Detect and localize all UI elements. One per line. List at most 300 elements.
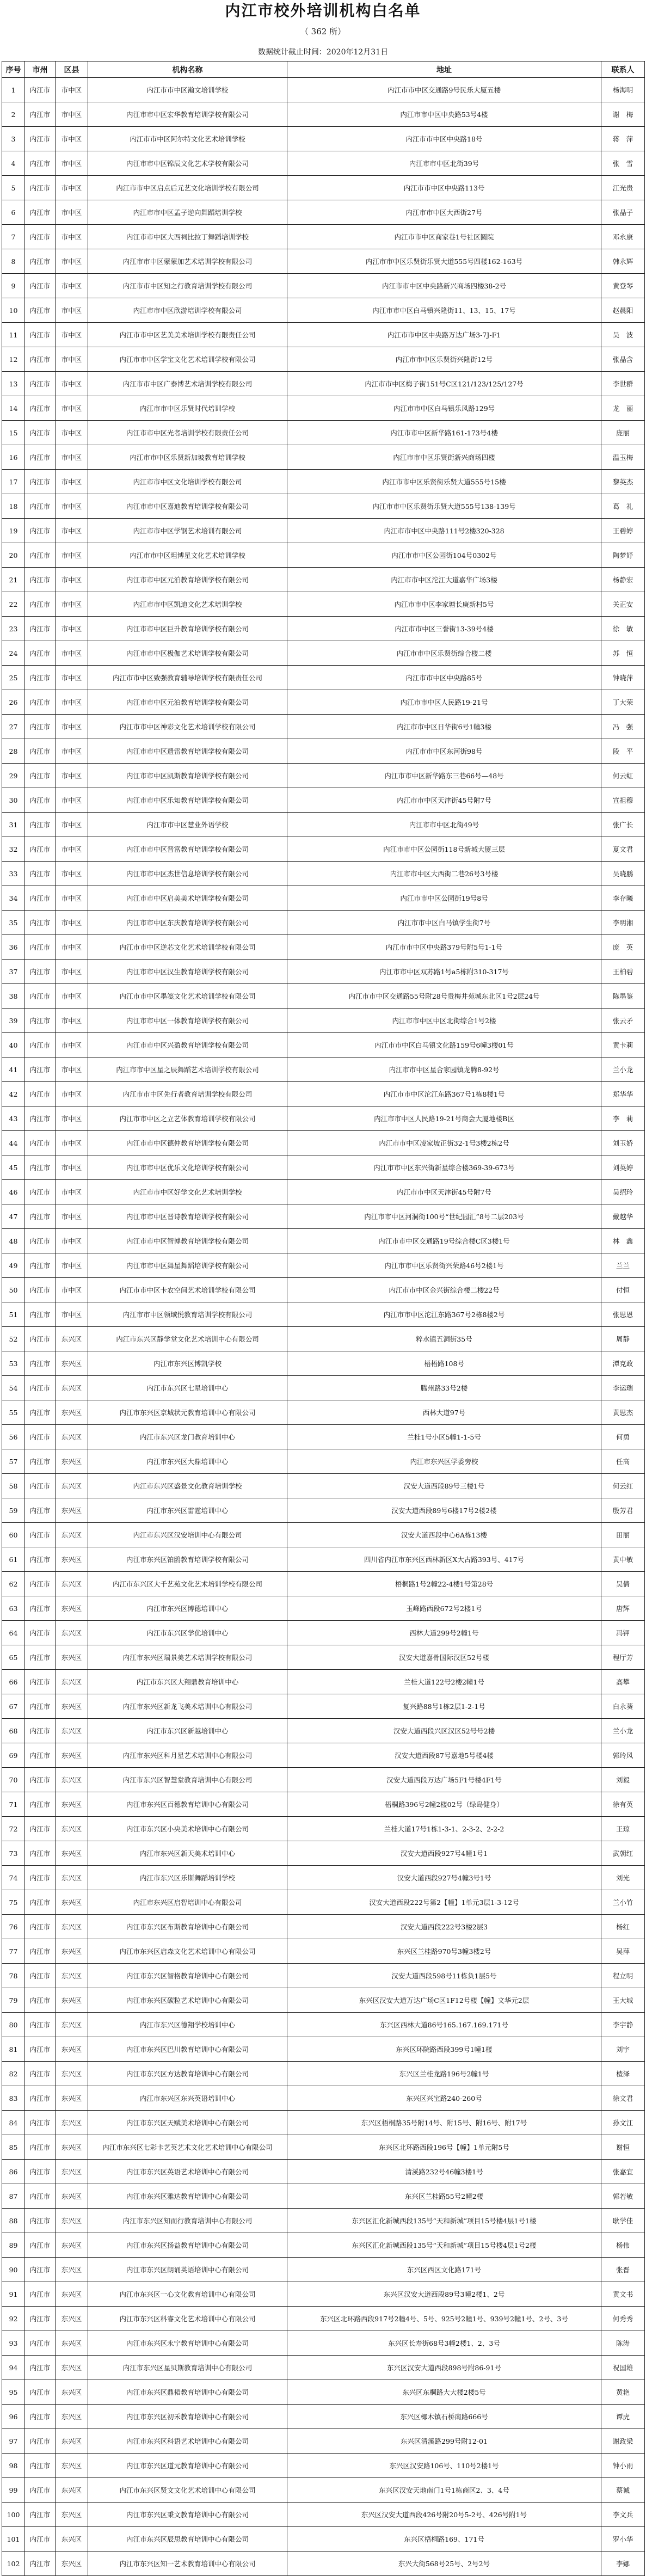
- row-contact: 李世群: [601, 372, 645, 396]
- row-district: 市中区: [56, 690, 88, 715]
- row-city: 内江市: [25, 1596, 56, 1621]
- row-district: 东兴区: [56, 1890, 88, 1915]
- table-row: [2, 2380, 645, 2405]
- row-contact: 李宇静: [601, 2013, 645, 2037]
- row-district: 东兴区: [56, 1719, 88, 1743]
- row-org-name: 内江市东兴区静学堂文化艺术培训中心有限公司: [88, 1327, 287, 1351]
- row-index: 61: [2, 1547, 25, 1572]
- row-org-name: 内江市东兴区七彩卡艺英艺术文化艺术培训中心有限公司: [88, 2135, 287, 2160]
- row-index: 3: [2, 127, 25, 151]
- row-index: 45: [2, 1155, 25, 1180]
- col-header-contact: 联系人: [601, 62, 645, 78]
- row-contact: 江光贵: [601, 176, 645, 200]
- row-contact: 冯钾: [601, 1621, 645, 1645]
- table-row: [2, 813, 645, 837]
- row-contact: 徐文君: [601, 2086, 645, 2111]
- row-org-name: 内江市市中区卡农空间艺术培训学校有限公司: [88, 1278, 287, 1302]
- row-org-name: 内江市东兴区星贝斯教育培训中心有限公司: [88, 2356, 287, 2380]
- row-district: 东兴区: [56, 1866, 88, 1890]
- row-address: 内江市市中区中央路新兴商场四楼38-2号: [287, 274, 601, 298]
- table-row: [2, 1278, 645, 1302]
- row-district: 市中区: [56, 1180, 88, 1204]
- row-city: 内江市: [25, 2405, 56, 2429]
- row-index: 80: [2, 2013, 25, 2037]
- row-org-name: 内江市市中区领域悦教育培训学校有限公司: [88, 1302, 287, 1327]
- row-district: 东兴区: [56, 2086, 88, 2111]
- table-row: [2, 151, 645, 176]
- row-org-name: 内江市东兴区七星培训中心: [88, 1376, 287, 1400]
- table-row: [2, 1523, 645, 1547]
- row-district: 东兴区: [56, 1670, 88, 1694]
- table-row: [2, 1106, 645, 1131]
- row-org-name: 内江市市中区元泊教育培训学校有限公司: [88, 568, 287, 592]
- row-index: 8: [2, 249, 25, 274]
- row-address: 内江市市中区新华路东三巷66号—48号: [287, 764, 601, 788]
- row-district: 市中区: [56, 225, 88, 249]
- row-index: 41: [2, 1058, 25, 1082]
- row-district: 东兴区: [56, 2307, 88, 2331]
- row-address: 内江市市中区日华街6号1幢3楼: [287, 715, 601, 739]
- table-row: [2, 225, 645, 249]
- col-header-org-name: 机构名称: [88, 62, 287, 78]
- row-org-name: 内江市市中区神彩文化艺术培训学校有限公司: [88, 715, 287, 739]
- row-address: 内江市市中区沱江东路367号1栋8楼1号: [287, 1082, 601, 1106]
- row-contact: 谢政梁: [601, 2429, 645, 2454]
- row-index: 21: [2, 568, 25, 592]
- row-city: 内江市: [25, 1523, 56, 1547]
- row-contact: 兰小龙: [601, 1058, 645, 1082]
- row-org-name: 内江市东兴区启智培训中心有限公司: [88, 1890, 287, 1915]
- table-row: [2, 2552, 645, 2576]
- row-city: 内江市: [25, 641, 56, 666]
- row-district: 东兴区: [56, 1449, 88, 1474]
- row-contact: 李明湘: [601, 911, 645, 935]
- row-address: 东兴区兰桂路55号2幢2楼: [287, 2184, 601, 2209]
- row-address: 兰桂大道17号1栋1-3-1、2-3-2、2-2-2: [287, 1817, 601, 1841]
- row-org-name: 内江市市中区遗雷教育培训学校有限公司: [88, 739, 287, 764]
- row-address: 汉安大道西段87号嘉地5号楼4楼: [287, 1743, 601, 1768]
- row-address: 内江市市中区商家巷1号社区圆院: [287, 225, 601, 249]
- row-district: 市中区: [56, 886, 88, 911]
- row-city: 内江市: [25, 2429, 56, 2454]
- table-row: [2, 2307, 645, 2331]
- row-district: 市中区: [56, 396, 88, 421]
- row-contact: 刘毅: [601, 1768, 645, 1792]
- row-org-name: 内江市东兴区智格教育培训中心有限公司: [88, 1964, 287, 1988]
- table-row: [2, 1058, 645, 1082]
- row-contact: 刘玉娇: [601, 1131, 645, 1155]
- row-district: 东兴区: [56, 2503, 88, 2527]
- row-city: 内江市: [25, 935, 56, 960]
- row-index: 64: [2, 1621, 25, 1645]
- row-index: 6: [2, 200, 25, 225]
- row-district: 东兴区: [56, 1523, 88, 1547]
- row-city: 内江市: [25, 1180, 56, 1204]
- row-city: 内江市: [25, 372, 56, 396]
- row-contact: 何勇: [601, 1425, 645, 1449]
- table-row: [2, 1498, 645, 1523]
- row-city: 内江市: [25, 396, 56, 421]
- row-index: 69: [2, 1743, 25, 1768]
- row-index: 10: [2, 298, 25, 323]
- row-org-name: 内江市市中区文化培训学校有限公司: [88, 470, 287, 494]
- row-contact: 兰小竹: [601, 1890, 645, 1915]
- row-city: 内江市: [25, 2454, 56, 2478]
- row-contact: 武朝红: [601, 1841, 645, 1866]
- row-city: 内江市: [25, 1915, 56, 1939]
- row-address: 内江市市中区中央路379号附5号1-1号: [287, 935, 601, 960]
- table-row: [2, 1792, 645, 1817]
- row-address: 内江市市中区中央路113号: [287, 176, 601, 200]
- row-org-name: 内江市市中区大西祠比拉丁舞蹈培训学校: [88, 225, 287, 249]
- row-city: 内江市: [25, 1449, 56, 1474]
- row-city: 内江市: [25, 274, 56, 298]
- row-org-name: 内江市东兴区乐斯舞蹈培训学校: [88, 1866, 287, 1890]
- row-address: 内江市东兴区学委旁校: [287, 1449, 601, 1474]
- row-org-name: 内江市东兴区科睿文化艺术培训中心有限公司: [88, 2307, 287, 2331]
- row-contact: 张云矛: [601, 1009, 645, 1033]
- row-address: 粹水镇五洞街35号: [287, 1327, 601, 1351]
- row-address: 汉安大道西段927号4幢1号1: [287, 1841, 601, 1866]
- table-row: [2, 1253, 645, 1278]
- table-row: [2, 764, 645, 788]
- row-city: 内江市: [25, 1082, 56, 1106]
- row-city: 内江市: [25, 2527, 56, 2552]
- col-header-city: 市州: [25, 62, 56, 78]
- row-contact: 夏文君: [601, 837, 645, 862]
- row-address: 内江市市中区沱江东路367号2栋8楼2号: [287, 1302, 601, 1327]
- row-address: 东兴区兴宝路240-260号: [287, 2086, 601, 2111]
- row-org-name: 内江市东兴区龙门教育培训中心: [88, 1425, 287, 1449]
- row-address: 东兴区汇化新城西段135号“天和新城”项目15号楼4层1号2楼: [287, 2233, 601, 2258]
- row-contact: 郭玲风: [601, 1743, 645, 1768]
- col-header-district: 区县: [56, 62, 88, 78]
- row-address: 东兴区东桐路大大楼2楼5号: [287, 2380, 601, 2405]
- row-org-name: 内江市市中区光者培训学校有限责任公司: [88, 421, 287, 445]
- row-contact: 楂泽: [601, 2062, 645, 2086]
- row-org-name: 内江市东兴区雅达教育培训中心有限公司: [88, 2184, 287, 2209]
- row-address: 汉安大道西段89号三楼1号: [287, 1474, 601, 1498]
- row-index: 20: [2, 543, 25, 568]
- row-index: 42: [2, 1082, 25, 1106]
- table-row: [2, 739, 645, 764]
- whitelist-table: [2, 61, 645, 2576]
- row-district: 东兴区: [56, 2282, 88, 2307]
- row-district: 东兴区: [56, 1621, 88, 1645]
- row-district: 市中区: [56, 911, 88, 935]
- row-address: 汉安大道西段222号3楼2层3: [287, 1915, 601, 1939]
- table-row: [2, 666, 645, 690]
- row-address: 内江市市中区大西街27号: [287, 200, 601, 225]
- row-contact: 蔡诚: [601, 2478, 645, 2503]
- row-address: 内江市市中区金兴街综合楼二楼22号: [287, 1278, 601, 1302]
- row-org-name: 内江市东兴区大鼎培训中心: [88, 1449, 287, 1474]
- row-address: 内江市市中区新华路161-173号4楼: [287, 421, 601, 445]
- row-org-name: 内江市东兴区一心文化教育培训中心有限公司: [88, 2282, 287, 2307]
- row-address: 内江市市中区乐贤街兴荣路46号2楼1号: [287, 1253, 601, 1278]
- row-city: 内江市: [25, 1327, 56, 1351]
- row-city: 内江市: [25, 2086, 56, 2111]
- row-org-name: 内江市东兴区启森文化艺术培训中心有限公司: [88, 1939, 287, 1964]
- row-org-name: 内江市东兴区铂鸥教育培训学校有限公司: [88, 1547, 287, 1572]
- row-city: 内江市: [25, 2356, 56, 2380]
- table-row: [2, 1327, 645, 1351]
- row-org-name: 内江市市中区东庆教育培训学校有限公司: [88, 911, 287, 935]
- row-contact: 黎英杰: [601, 470, 645, 494]
- row-org-name: 内江市市中区兴盈教育培训学校有限公司: [88, 1033, 287, 1058]
- row-index: 86: [2, 2160, 25, 2184]
- row-index: 92: [2, 2307, 25, 2331]
- row-contact: 陈涛: [601, 2331, 645, 2356]
- row-district: 东兴区: [56, 2013, 88, 2037]
- row-contact: 张嘉宜: [601, 2160, 645, 2184]
- table-row: [2, 886, 645, 911]
- row-district: 东兴区: [56, 2184, 88, 2209]
- row-address: 东兴区长寿街68号3幢2楼1、2、3号: [287, 2331, 601, 2356]
- table-row: [2, 1621, 645, 1645]
- row-district: 市中区: [56, 470, 88, 494]
- table-row: [2, 911, 645, 935]
- row-index: 24: [2, 641, 25, 666]
- row-contact: 李 莉: [601, 1106, 645, 1131]
- row-contact: 张 雪: [601, 151, 645, 176]
- row-org-name: 内江市市中区好学文化艺术培训学校: [88, 1180, 287, 1204]
- row-district: 东兴区: [56, 1376, 88, 1400]
- row-index: 78: [2, 1964, 25, 1988]
- table-row: [2, 249, 645, 274]
- row-org-name: 内江市东兴区博德培训中心: [88, 1596, 287, 1621]
- row-address: 内江市市中区白马镇兴隆街11、13、15、17号: [287, 298, 601, 323]
- row-district: 市中区: [56, 813, 88, 837]
- row-district: 东兴区: [56, 2380, 88, 2405]
- row-index: 32: [2, 837, 25, 862]
- table-row: [2, 935, 645, 960]
- table-row: [2, 788, 645, 813]
- row-contact: 陶梦妤: [601, 543, 645, 568]
- table-row: [2, 1817, 645, 1841]
- table-row: [2, 641, 645, 666]
- row-address: 东兴区汉安路106号、110号2楼1号: [287, 2454, 601, 2478]
- row-index: 33: [2, 862, 25, 886]
- row-city: 内江市: [25, 1009, 56, 1033]
- row-city: 内江市: [25, 715, 56, 739]
- row-contact: 杨静宏: [601, 568, 645, 592]
- row-contact: 张晶含: [601, 347, 645, 372]
- row-org-name: 内江市东兴区秉文教育培训中心有限公司: [88, 2503, 287, 2527]
- row-city: 内江市: [25, 176, 56, 200]
- table-row: [2, 78, 645, 102]
- row-district: 市中区: [56, 862, 88, 886]
- row-index: 34: [2, 886, 25, 911]
- row-index: 84: [2, 2111, 25, 2135]
- row-contact: 李运瑞: [601, 1376, 645, 1400]
- row-index: 71: [2, 1792, 25, 1817]
- row-org-name: 内江市市中区乐知教育培训学校有限公司: [88, 788, 287, 813]
- row-district: 市中区: [56, 127, 88, 151]
- row-address: 内江市市中区天津街45号附7号: [287, 788, 601, 813]
- row-index: 47: [2, 1204, 25, 1229]
- row-org-name: 内江市市中区欣游培训学校有限公司: [88, 298, 287, 323]
- row-district: 市中区: [56, 1229, 88, 1253]
- row-index: 100: [2, 2503, 25, 2527]
- row-index: 40: [2, 1033, 25, 1058]
- row-district: 东兴区: [56, 1498, 88, 1523]
- row-city: 内江市: [25, 1498, 56, 1523]
- row-city: 内江市: [25, 2062, 56, 2086]
- row-address: 四川省内江市东兴区西林新区Ⅹ大古路393号、417号: [287, 1547, 601, 1572]
- row-district: 市中区: [56, 715, 88, 739]
- row-index: 102: [2, 2552, 25, 2576]
- row-city: 内江市: [25, 813, 56, 837]
- row-city: 内江市: [25, 862, 56, 886]
- row-city: 内江市: [25, 1841, 56, 1866]
- row-index: 46: [2, 1180, 25, 1204]
- row-contact: 耿学佳: [601, 2209, 645, 2233]
- row-index: 39: [2, 1009, 25, 1033]
- row-district: 东兴区: [56, 2111, 88, 2135]
- row-org-name: 内江市东兴区博凯学校: [88, 1351, 287, 1376]
- row-district: 市中区: [56, 1302, 88, 1327]
- row-contact: 杨海明: [601, 78, 645, 102]
- table-row: [2, 2111, 645, 2135]
- row-index: 2: [2, 102, 25, 127]
- row-city: 内江市: [25, 323, 56, 347]
- row-contact: 罗小华: [601, 2527, 645, 2552]
- row-org-name: 内江市东兴区朗诵英语培训中心有限公司: [88, 2258, 287, 2282]
- row-address: 汉安大道西段89号6楼17号2楼2楼: [287, 1498, 601, 1523]
- row-city: 内江市: [25, 2331, 56, 2356]
- row-district: 东兴区: [56, 2478, 88, 2503]
- row-district: 东兴区: [56, 2062, 88, 2086]
- row-city: 内江市: [25, 2233, 56, 2258]
- row-contact: 戴越华: [601, 1204, 645, 1229]
- row-index: 95: [2, 2380, 25, 2405]
- row-contact: 兰兰: [601, 1253, 645, 1278]
- row-city: 内江市: [25, 102, 56, 127]
- row-address: 内江市市中区河洞街100号“世纪园汇”8号二层203号: [287, 1204, 601, 1229]
- row-contact: 徐 敏: [601, 617, 645, 641]
- row-address: 内江市市中区白马镇乐风路129号: [287, 396, 601, 421]
- row-district: 市中区: [56, 1033, 88, 1058]
- row-city: 内江市: [25, 1694, 56, 1719]
- row-city: 内江市: [25, 200, 56, 225]
- row-city: 内江市: [25, 1376, 56, 1400]
- row-address: 内江市市中区中央路18号: [287, 127, 601, 151]
- table-row: [2, 1229, 645, 1253]
- row-org-name: 内江市市中区德仲教育培训学校有限公司: [88, 1131, 287, 1155]
- row-district: 市中区: [56, 78, 88, 102]
- row-address: 内江市市中区中央路53号4楼: [287, 102, 601, 127]
- row-contact: 郑华华: [601, 1082, 645, 1106]
- row-contact: 谢 梅: [601, 102, 645, 127]
- row-org-name: 内江市市中区智博教育培训学校有限公司: [88, 1229, 287, 1253]
- row-org-name: 内江市市中区阿尔特文化艺术培训学校: [88, 127, 287, 151]
- table-row: [2, 2184, 645, 2209]
- row-contact: 庞 英: [601, 935, 645, 960]
- row-district: 市中区: [56, 641, 88, 666]
- row-address: 内江市市中区人民路19-21号: [287, 690, 601, 715]
- row-index: 49: [2, 1253, 25, 1278]
- row-city: 内江市: [25, 984, 56, 1009]
- row-index: 48: [2, 1229, 25, 1253]
- page-title: 内江市校外培训机构白名单: [225, 2, 421, 20]
- row-city: 内江市: [25, 1474, 56, 1498]
- row-district: 市中区: [56, 494, 88, 519]
- table-row: [2, 1351, 645, 1376]
- row-city: 内江市: [25, 2184, 56, 2209]
- row-org-name: 内江市东兴区智慧堂教育培训中心有限公司: [88, 1768, 287, 1792]
- row-address: 梧桐路396号2幢2楼02号（绿岛健身）: [287, 1792, 601, 1817]
- row-org-name: 内江市东兴区天赋美术培训中心有限公司: [88, 2111, 287, 2135]
- row-index: 11: [2, 323, 25, 347]
- row-district: 东兴区: [56, 2331, 88, 2356]
- table-row: [2, 2503, 645, 2527]
- row-index: 85: [2, 2135, 25, 2160]
- row-address: 内江市市中区白马镇学生街7号: [287, 911, 601, 935]
- row-index: 73: [2, 1841, 25, 1866]
- row-district: 东兴区: [56, 2037, 88, 2062]
- row-city: 内江市: [25, 2160, 56, 2184]
- row-city: 内江市: [25, 886, 56, 911]
- row-city: 内江市: [25, 2111, 56, 2135]
- row-org-name: 内江市市中区蒙蒙加艺术培训学校有限公司: [88, 249, 287, 274]
- row-index: 43: [2, 1106, 25, 1131]
- row-address: 梧桐路1号2幢22-4楼1号第28号: [287, 1572, 601, 1596]
- row-index: 53: [2, 1351, 25, 1376]
- row-address: 复兴路88号1栋2层1-2-1号: [287, 1694, 601, 1719]
- row-address: 兰桂1号小区5幢1-1-5号: [287, 1425, 601, 1449]
- row-city: 内江市: [25, 617, 56, 641]
- row-address: 内江市市中区白马镇文化路159号6幢3楼01号: [287, 1033, 601, 1058]
- row-index: 25: [2, 666, 25, 690]
- row-contact: 蒋 萍: [601, 127, 645, 151]
- row-index: 27: [2, 715, 25, 739]
- row-contact: 王琼: [601, 1817, 645, 1841]
- row-district: 东兴区: [56, 1841, 88, 1866]
- row-org-name: 内江市市中区之立艺体教育培训学校有限公司: [88, 1106, 287, 1131]
- table-row: [2, 1204, 645, 1229]
- row-contact: 张思恩: [601, 1302, 645, 1327]
- row-index: 23: [2, 617, 25, 641]
- row-city: 内江市: [25, 1033, 56, 1058]
- row-index: 13: [2, 372, 25, 396]
- row-index: 17: [2, 470, 25, 494]
- row-contact: 孙文江: [601, 2111, 645, 2135]
- row-city: 内江市: [25, 568, 56, 592]
- row-index: 97: [2, 2429, 25, 2454]
- row-org-name: 内江市市中区逆芯文化艺术培训学校有限公司: [88, 935, 287, 960]
- table-row: [2, 2160, 645, 2184]
- row-contact: 邓永康: [601, 225, 645, 249]
- row-index: 94: [2, 2356, 25, 2380]
- row-district: 市中区: [56, 372, 88, 396]
- row-district: 市中区: [56, 323, 88, 347]
- row-address: 内江市市中区天津街45号附7号: [287, 1180, 601, 1204]
- row-index: 55: [2, 1400, 25, 1425]
- row-address: 东兴区清溪路299号附12-01: [287, 2429, 601, 2454]
- row-city: 内江市: [25, 1547, 56, 1572]
- row-index: 88: [2, 2209, 25, 2233]
- row-city: 内江市: [25, 298, 56, 323]
- row-contact: 刘英婷: [601, 1155, 645, 1180]
- row-contact: 黄中敏: [601, 1547, 645, 1572]
- row-city: 内江市: [25, 1817, 56, 1841]
- table-row: [2, 421, 645, 445]
- table-row: [2, 2331, 645, 2356]
- table-row: [2, 2282, 645, 2307]
- row-contact: 龙 丽: [601, 396, 645, 421]
- row-city: 内江市: [25, 2552, 56, 2576]
